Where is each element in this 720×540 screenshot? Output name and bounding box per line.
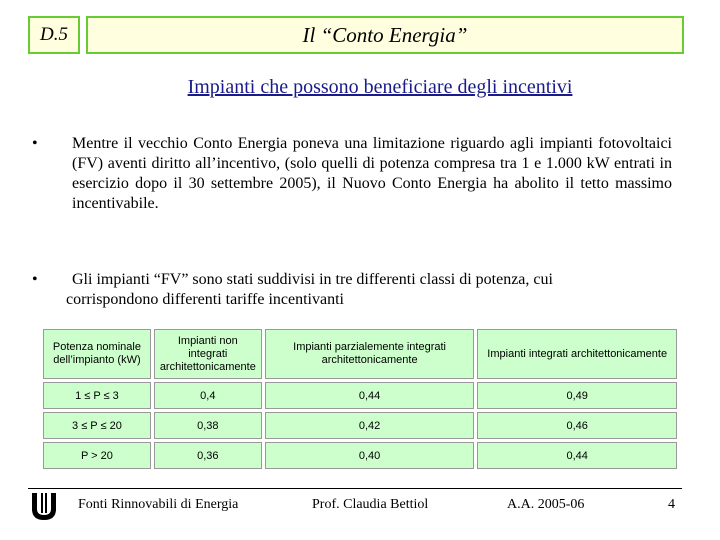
page-number: 4 (668, 497, 675, 512)
table-header-row (43, 329, 677, 379)
table-cell: 0,49 (477, 382, 677, 409)
university-logo-icon (30, 492, 58, 522)
bullet-2 (32, 270, 672, 310)
header-cell-power: Potenza nominale dell’impianto (kW) (43, 329, 151, 379)
table-cell: 0,40 (265, 442, 475, 469)
table-cell: P > 20 (43, 442, 151, 469)
footer-author: Prof. Claudia Bettiol (312, 497, 429, 512)
slide-subtitle: Impianti che possono beneficiare degli incentivi (187, 76, 573, 98)
bullet-marker: • (32, 271, 38, 288)
table-cell: 0,36 (154, 442, 262, 469)
table-cell: 1 ≤ P ≤ 3 (43, 382, 151, 409)
slide-code: D.5 (28, 16, 80, 54)
table-cell: 0,46 (477, 412, 677, 439)
table-cell: 0,42 (265, 412, 475, 439)
header-cell-integrated: Impianti integrati architettonicamente (477, 329, 677, 379)
tariff-table (40, 326, 680, 472)
bullet-text: Mentre il vecchio Conto Energia poneva una limitazione riguardo agli impianti fotovoltaici (FV) aventi diritto all’incentivo, (solo quelli di potenza compresa tra 1 e 1.000 kW entrati in esercizio dopo il 30 settembre 2005), il Nuovo Conto Energia ha abolito il tetto massimo incentivabile. (72, 135, 672, 212)
table-cell: 0,38 (154, 412, 262, 439)
slide-header (28, 16, 684, 54)
bullet-marker: • (32, 135, 38, 152)
footer-divider (28, 488, 682, 489)
table-cell: 0,44 (265, 382, 475, 409)
table-cell: 0,44 (477, 442, 677, 469)
table-cell: 0,4 (154, 382, 262, 409)
footer-year: A.A. 2005-06 (507, 497, 585, 512)
header-cell-non-integrated: Impianti non integrati architettonicamente (154, 329, 262, 379)
table-row (43, 442, 677, 469)
bullet-text-line2: corrispondono differenti tariffe incentivanti (66, 291, 344, 308)
table-cell: 3 ≤ P ≤ 20 (43, 412, 151, 439)
bullet-text-line1: Gli impianti “FV” sono stati suddivisi in tre differenti classi di potenza, cui (72, 271, 553, 288)
header-cell-partially-integrated: Impianti parzialemente integrati architettonicamente (265, 329, 475, 379)
table-row (43, 382, 677, 409)
slide-title: Il “Conto Energia” (86, 16, 684, 54)
bullet-1 (32, 134, 672, 214)
table-row (43, 412, 677, 439)
footer-course: Fonti Rinnovabili di Energia (78, 497, 239, 512)
